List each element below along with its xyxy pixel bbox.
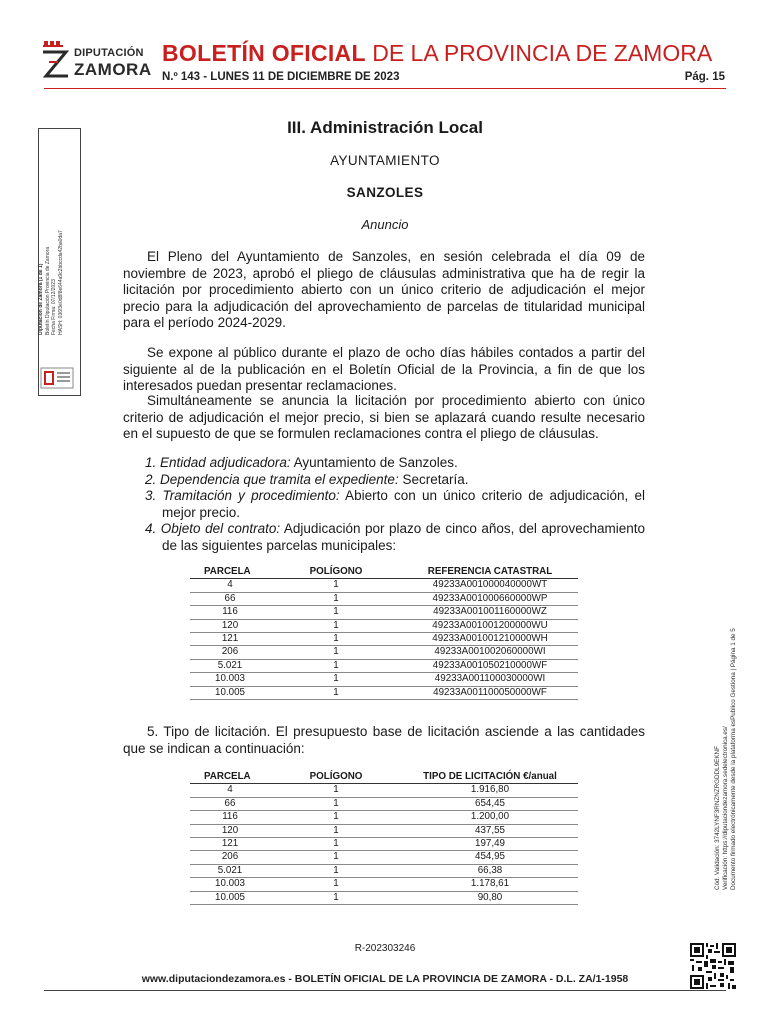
footer-text[interactable]: www.diputaciondezamora.es - BOLETÍN OFICIAL DE LA PROVINCIA DE ZAMORA - D.L. ZA/1-1958 <box>141 973 629 985</box>
table-row <box>190 673 578 686</box>
procedure-list <box>145 455 645 554</box>
table-row <box>190 659 578 672</box>
table-row <box>190 686 578 699</box>
table-cell: 1.916,80 <box>402 784 578 797</box>
table-cell: 4 <box>190 784 270 797</box>
table-cell: 1 <box>270 851 402 864</box>
table-cell: 1 <box>270 659 402 672</box>
table-row <box>190 579 578 592</box>
bulletin-title <box>162 40 712 67</box>
table-cell: 10.005 <box>190 686 270 699</box>
table-cell: 66 <box>190 592 270 605</box>
list-item: 4. Objeto del contrato: Adjudicación por plazo de cinco años, del aprovechamiento de las siguientes parcelas municipales: <box>145 521 645 553</box>
footer-divider <box>44 990 726 991</box>
zamora-emblem-icon <box>40 38 72 82</box>
page-number: Pág. 15 <box>684 71 725 83</box>
signature-text <box>38 230 64 335</box>
table-cell: 1 <box>270 797 402 810</box>
table-row <box>190 592 578 605</box>
table-cell: 1 <box>270 579 402 592</box>
col-referencia: REFERENCIA CATASTRAL <box>402 566 578 579</box>
table-cell: 1 <box>270 878 402 891</box>
col-poligono: POLÍGONO <box>270 566 402 579</box>
table-row <box>190 824 578 837</box>
col-poligono: POLÍGONO <box>270 771 402 784</box>
table-cell: 66,38 <box>402 864 578 877</box>
table-cell: 49233A001001160000WZ <box>402 606 578 619</box>
table-cell: 454,95 <box>402 851 578 864</box>
validation-line1: Cód. Validación: 3742LYNF3RNZNZRGDDL9EKNF <box>714 746 721 890</box>
table-cell: 1.200,00 <box>402 811 578 824</box>
table-cell: 1 <box>270 606 402 619</box>
table-cell: 10.003 <box>190 673 270 686</box>
table-cell: 5.021 <box>190 659 270 672</box>
table-cell: 49233A001000040000WT <box>402 579 578 592</box>
logo-line1: DIPUTACIÓN <box>74 47 144 59</box>
seal-icon <box>40 367 74 389</box>
table-cell: 1.178,61 <box>402 878 578 891</box>
table-cell: 49233A001001200000WU <box>402 619 578 632</box>
table-row <box>190 797 578 810</box>
table-row <box>190 606 578 619</box>
signature-line3: Fecha Firma: 07/12/2023 <box>51 279 57 335</box>
table-header-row <box>190 771 578 784</box>
col-parcela: PARCELA <box>190 771 270 784</box>
bid-prices-table <box>190 771 578 905</box>
table-cell: 121 <box>190 633 270 646</box>
table-cell: 116 <box>190 606 270 619</box>
col-tipo-licitacion: TIPO DE LICITACIÓN €/anual <box>402 771 578 784</box>
table-cell: 5.021 <box>190 864 270 877</box>
table-cell: 4 <box>190 579 270 592</box>
table-header-row <box>190 566 578 579</box>
document-type: Anuncio <box>361 217 409 232</box>
title-rest: DE LA PROVINCIA DE ZAMORA <box>365 40 713 66</box>
paragraph-5: 5. Tipo de licitación. El presupuesto base de licitación asciende a las cantidades que se indican a continuación: <box>123 724 645 756</box>
table-row <box>190 811 578 824</box>
table-row <box>190 878 578 891</box>
table-row <box>190 864 578 877</box>
table-cell: 1 <box>270 686 402 699</box>
table-row <box>190 619 578 632</box>
table-cell: 120 <box>190 824 270 837</box>
table-row <box>190 633 578 646</box>
validation-line2[interactable]: Verificación: https://diputaciondezamora.sedelectronica.es/ <box>721 726 729 890</box>
section-heading: III. Administración Local <box>287 118 483 137</box>
issue-line: N.º 143 - LUNES 11 DE DICIEMBRE DE 2023 <box>162 71 400 83</box>
table-row <box>190 646 578 659</box>
table-cell: 1 <box>270 838 402 851</box>
table-cell: 1 <box>270 784 402 797</box>
table-cell: 1 <box>270 673 402 686</box>
table-cell: 1 <box>270 864 402 877</box>
municipality-heading: SANZOLES <box>346 185 424 200</box>
table-cell: 654,45 <box>402 797 578 810</box>
paragraph-2: Se expone al público durante el plazo de ocho días hábiles contados a partir del siguiente al de la publicación en el Boletín Oficial de la Provincia, a fin de que los interesados puedan presentar reclamaciones. <box>123 345 645 393</box>
table-cell: 121 <box>190 838 270 851</box>
paragraph-3: Simultáneamente se anuncia la licitación por procedimiento abierto con único criterio de adjudicación el mejor precio, si bien se aplazará cuando resulte necesario en el supuesto de que se formulen reclamaciones contra el pliego de cláusulas. <box>123 393 645 441</box>
paragraph-1: El Pleno del Ayuntamiento de Sanzoles, en sesión celebrada el día 09 de noviembre de 2023, aprobó el pliego de cláusulas administrativa que ha de regir la licitación por procedimiento abierto con un único criterio de adjudicación el mejor precio para la adjudicación del aprovechamiento de parcelas de titularidad municipal para el período 2024-2029. <box>123 249 645 330</box>
table-cell: 197,49 <box>402 838 578 851</box>
table-cell: 1 <box>270 619 402 632</box>
table-cell: 120 <box>190 619 270 632</box>
table-cell: 1 <box>270 592 402 605</box>
table-cell: 1 <box>270 824 402 837</box>
signature-line1: Diputación de Zamora (1 de 1) <box>38 263 44 335</box>
parcels-table <box>190 566 578 700</box>
entity-heading: AYUNTAMIENTO <box>330 153 440 168</box>
table-cell: 206 <box>190 851 270 864</box>
signature-line2: Boletín Diputación Provincia de Zamora <box>44 246 51 335</box>
table-cell: 90,80 <box>402 891 578 904</box>
table-row <box>190 851 578 864</box>
diputacion-logo <box>40 38 154 82</box>
table-cell: 49233A001000660000WP <box>402 592 578 605</box>
table-cell: 437,55 <box>402 824 578 837</box>
table-cell: 49233A001100030000WI <box>402 673 578 686</box>
validation-text <box>714 628 737 890</box>
table-cell: 1 <box>270 811 402 824</box>
table-cell: 1 <box>270 646 402 659</box>
table-cell: 66 <box>190 797 270 810</box>
announcement-reference: R-202303246 <box>354 943 416 954</box>
header-divider <box>44 88 726 89</box>
list-item: 2. Dependencia que tramita el expediente: Secretaría. <box>145 471 469 487</box>
table-row <box>190 838 578 851</box>
table-cell: 1 <box>270 891 402 904</box>
list-item: 3. Tramitación y procedimiento: Abierto con un único criterio de adjudicación, el mejor precio. <box>145 488 645 520</box>
table-cell: 49233A001001210000WH <box>402 633 578 646</box>
table-row <box>190 891 578 904</box>
table-cell: 49233A001100050000WF <box>402 686 578 699</box>
signature-line4: HASH: 036f3e0d8f8e644a9c2bbccda42ba0da7 <box>57 230 64 335</box>
col-parcela: PARCELA <box>190 566 270 579</box>
table-cell: 49233A001050210000WF <box>402 659 578 672</box>
table-row <box>190 784 578 797</box>
table-cell: 10.005 <box>190 891 270 904</box>
validation-line3: Documento firmado electrónicamente desde la plataforma esPublico Gestiona | Página 1 de 5 <box>729 628 737 890</box>
table-cell: 206 <box>190 646 270 659</box>
list-item: 1. Entidad adjudicadora: Ayuntamiento de Sanzoles. <box>145 455 458 470</box>
logo-line2: ZAMORA <box>74 60 152 79</box>
table-cell: 116 <box>190 811 270 824</box>
table-cell: 1 <box>270 633 402 646</box>
table-cell: 10.003 <box>190 878 270 891</box>
table-cell: 49233A001002060000WI <box>402 646 578 659</box>
title-bold: BOLETÍN OFICIAL <box>162 40 366 66</box>
